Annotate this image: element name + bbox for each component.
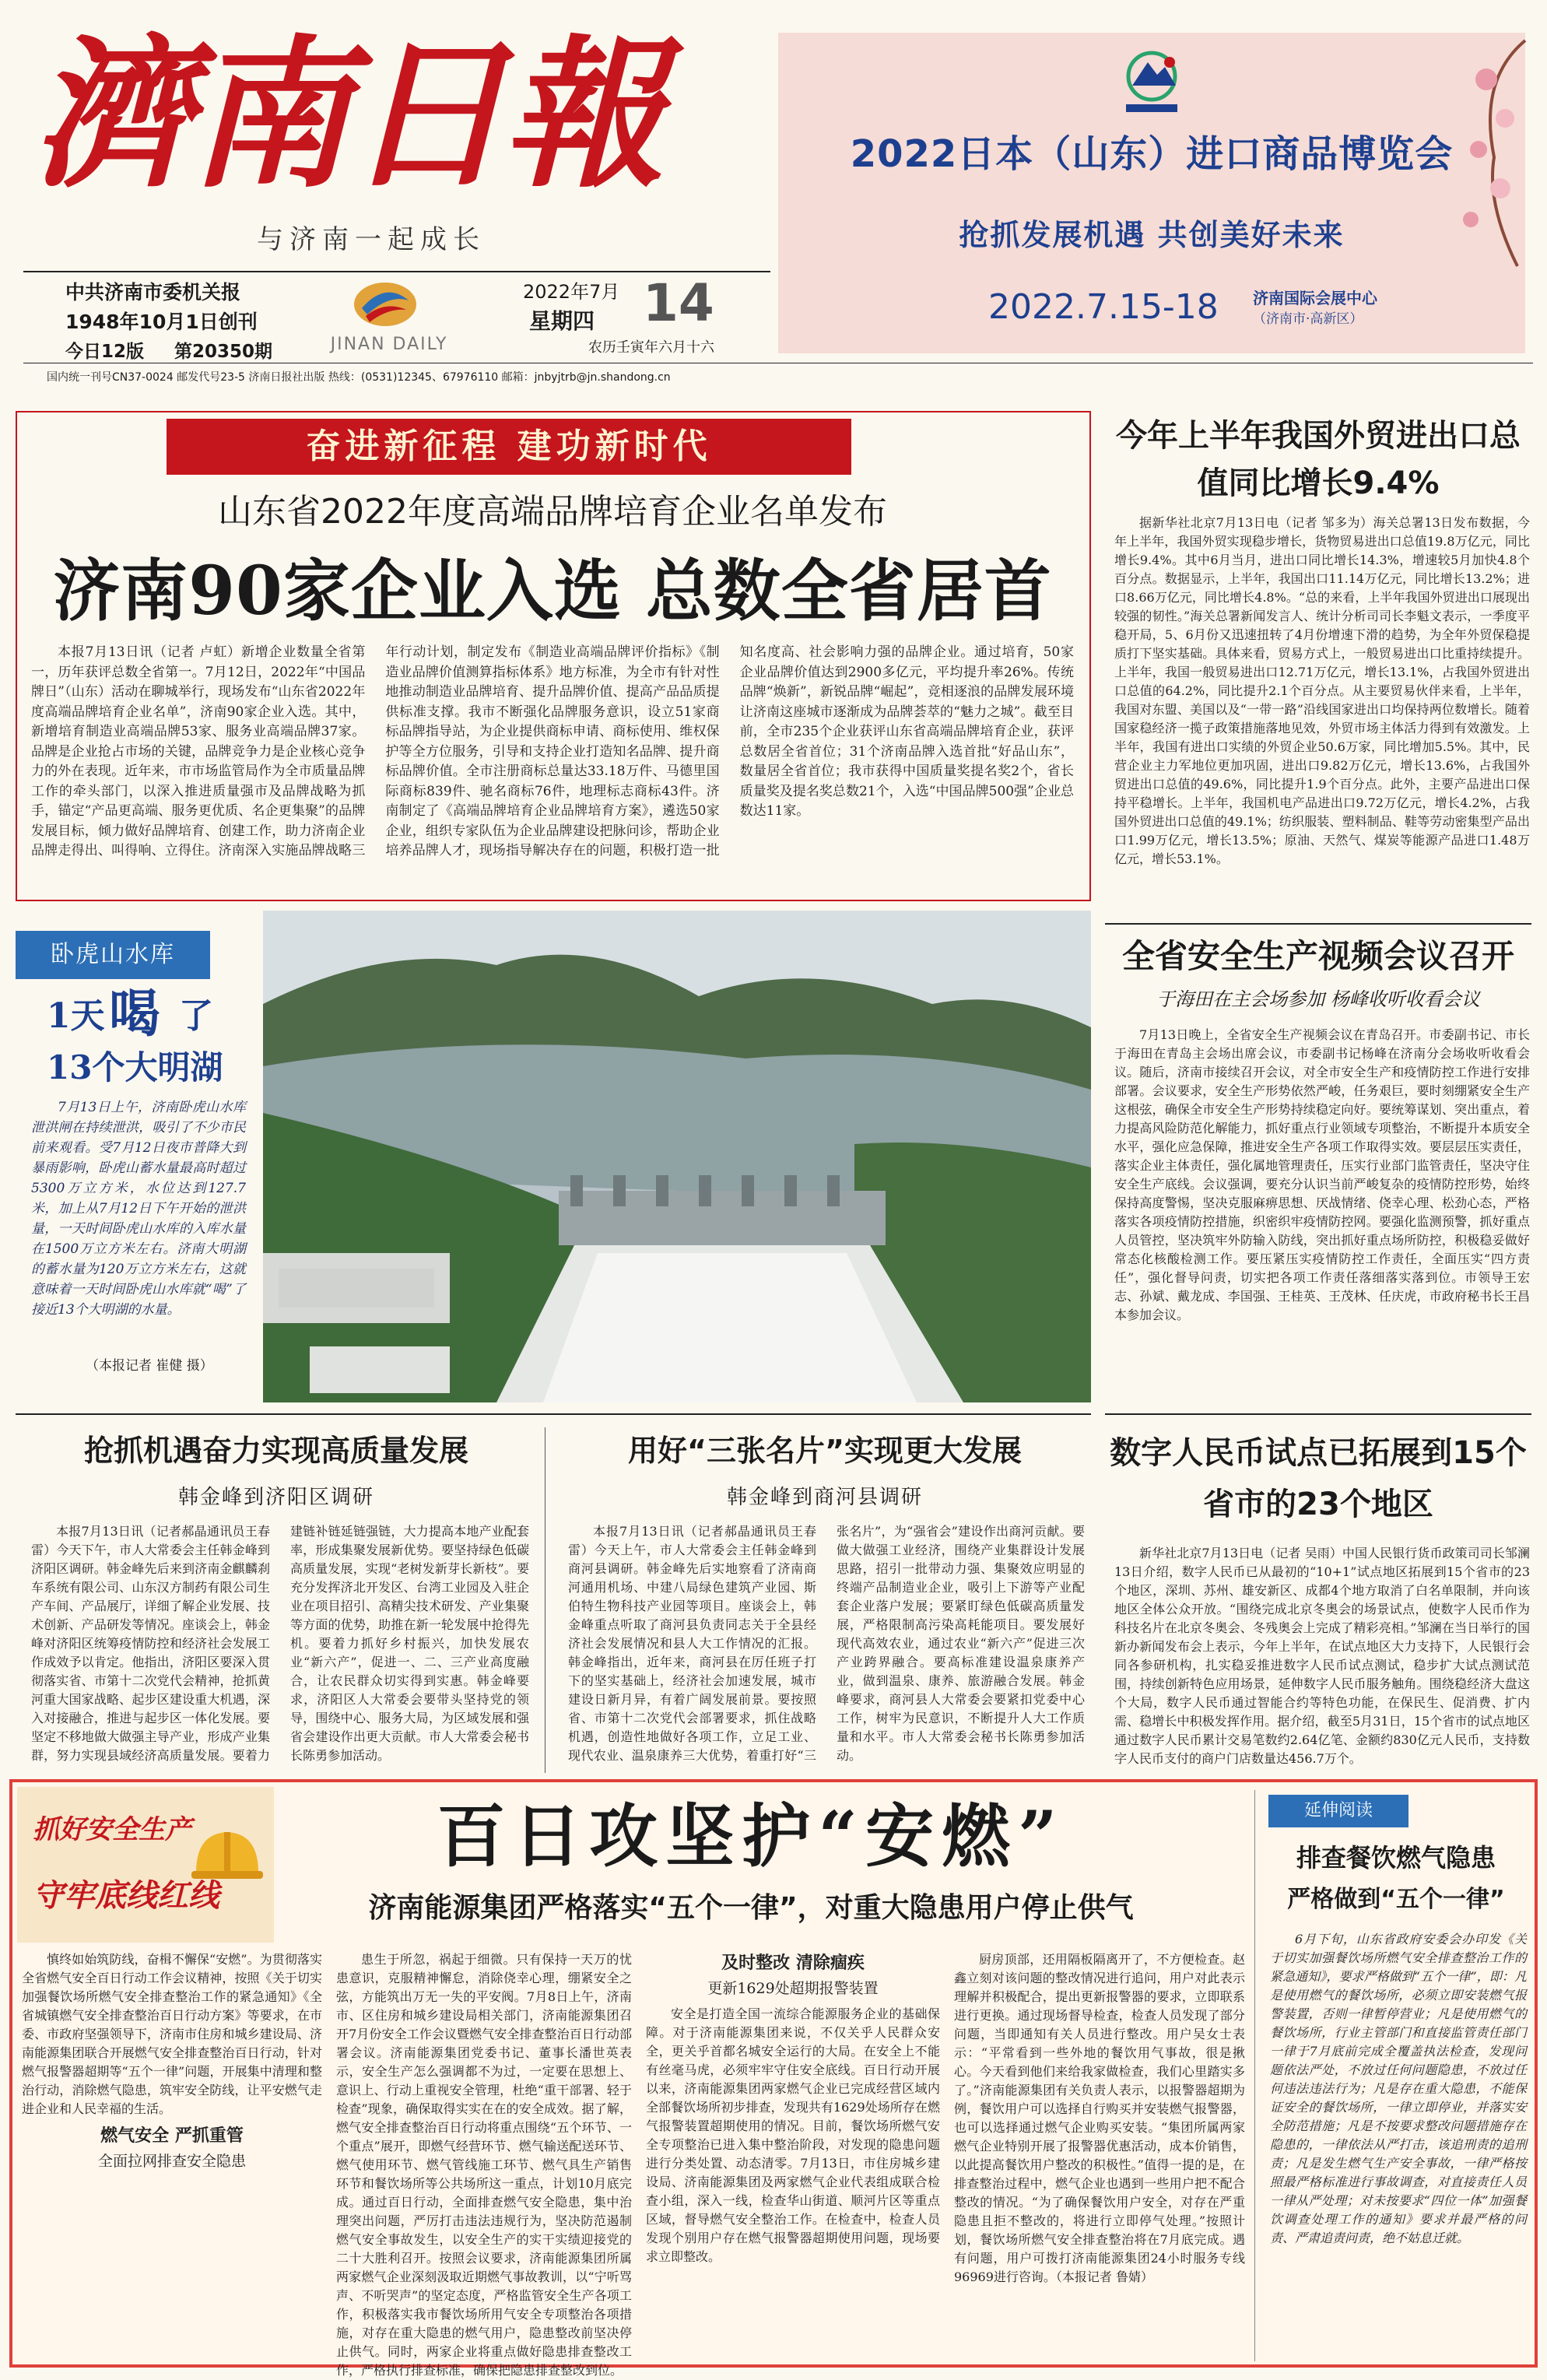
expo-title: 2022日本（山东）进口商品博览会 xyxy=(850,132,1454,176)
trade-headline: 今年上半年我国外贸进出口总值同比增长9.4% xyxy=(1116,418,1521,501)
masthead-slogan: 与济南一起成长 xyxy=(257,224,486,255)
side-headline-1: 排查餐饮燃气隐患 xyxy=(1296,1843,1496,1873)
masthead-lunar: 农历壬寅年六月十六 xyxy=(588,339,714,356)
feature-headline: 百日攻坚护“安燃” xyxy=(437,1796,1065,1876)
newspaper-logo-icon xyxy=(350,277,420,332)
feature-mini-head-2: 及时整改 清除痼疾 xyxy=(721,1953,865,1973)
masthead-footer: 国内统一刊号CN37-0024 邮发代号23-5 济南日报社出版 热线：(0531)12345、67976110 邮箱：jnbyjtrb@jn.shandong.cn xyxy=(47,371,671,384)
expo-venue: 济南国际会展中心 xyxy=(1253,289,1377,307)
lead-banner xyxy=(167,419,851,475)
lead-body: 本报7月13日讯（记者 卢虹）新增企业数量全省第一，历年获评总数全省第一。7月12日，2022年“中国品牌日”（山东）活动在聊城举行，现场发布“山东省2022年度高端品牌培育企业名单”，济南90家企业入选。其中，新增培育制造业高端品牌53家、服务业高端品牌37家。品牌是企业抢占市场的关键，品牌竞争力是企业核心竞争力的外在表现。近年来，市市场监管局作为全市质量品牌工作的牵头部门，以深入推进质量强市及品牌战略为抓手，锚定“产品更高端、服务更优质、名企更集聚”的品牌发展目标，倾力做好品牌培育、创建工作，助力济南企业品牌走得出、叫得响、立得住。济南深入实施品牌战略三年行动计划，制定发布《制造业高端品牌评价指标》《制造业品牌价值测算指标体系》地方标准，为全市有针对性地推动制造业品牌培育、提升品牌价值、提高产品品质提供标准支撑。我市不断强化品牌服务意识，设立51家商标品牌指导站，为企业提供商标申请、商标使用、维权保护等全方位服务，引导和支持企业打造知名品牌、提升商标品牌价值。全市注册商标总量达33.18万件、马德里国际商标839件、驰名商标76件，地理标志商标43件。济南制定了《高端品牌培育企业品牌培育方案》，遴选50家企业，组织专家队伍为企业品牌建设把脉问诊，帮助企业培养品牌人才，现场指导解决存在的问题，积极打造一批知名度高、社会影响力强的品牌企业。通过培育，50家企业品牌价值达到2900多亿元，平均提升率26%。传统品牌“焕新”，新锐品牌“崛起”，竞相逐浪的品牌发展环境让济南这座城市逐渐成为品牌荟萃的“魅力之城”。截至目前，全市235个企业获评山东省高端品牌培育企业，获评总数居全省首位；31个济南品牌入选首批“好品山东”，数量居全省首位；我市获得中国质量奖提名奖2个，省长质量奖及提名奖总数21个，入选“中国品牌500强”企业总数达11家。 xyxy=(31,644,1074,858)
feature-subhead: 济南能源集团严格落实“五个一律”，对重大隐患用户停止供气 xyxy=(368,1892,1134,1924)
reservoir-label: 卧虎山水库 xyxy=(51,941,175,968)
side-body: 6月下旬，山东省政府安委会办印发《关于切实加强餐饮场所燃气安全排查整治工作的紧急通知》，要求严格做到“五个一律”，即：凡是使用燃气的餐饮场所，必须立即安装燃气报警装置，否则一律暂停营业；凡是使用燃气的餐饮场所，行业主管部门和直接监管责任部门一律于7月底前完成全覆盖执法检查，发现问题依法严处，不放过任何问题隐患，不放过任何违法违法行为；凡是存在重大隐患，不能保证安全的餐饮场所，一律立即停业，并落实安全防范措施；凡是不按要求整改问题措施存在隐患的，一律依法从严打击，该追刑责的追刑责；凡是发生燃气生产安全事故，一律严格按照最严格标准进行事故调查，对直接责任人员一律从严处理；对未按要求“四位一体”加强餐饮调查处理工作的通知》要求并最严格的问责、严肃追责问责，绝不姑息迁就。 xyxy=(1270,1932,1527,2245)
masthead-day: 14 xyxy=(643,273,714,333)
expo-dates: 2022.7.15-18 xyxy=(988,287,1219,327)
reservoir-photo xyxy=(263,911,1091,1402)
feature-kicker-2: 守牢底线红线 xyxy=(33,1877,219,1914)
expo-slogan: 抢抓发展机遇 共创美好未来 xyxy=(959,218,1345,252)
lead-kicker: 山东省2022年度高端品牌培育企业名单发布 xyxy=(218,492,887,532)
expo-ad[interactable] xyxy=(778,33,1525,353)
masthead-date-ym: 2022年7月 xyxy=(523,281,620,303)
masthead-org: 中共济南市委机关报 xyxy=(65,281,241,304)
col-b-subhead: 韩金峰到商河县调研 xyxy=(726,1486,923,1509)
expo-logo-icon xyxy=(1109,47,1194,117)
col-a-headline: 抢抓机遇奋力实现高质量发展 xyxy=(83,1434,468,1468)
side-label: 延伸阅读 xyxy=(1303,1801,1373,1820)
rmb-headline: 数字人民币试点已拓展到15个省市的23个地区 xyxy=(1110,1435,1527,1522)
masthead-issue: 第20350期 xyxy=(174,342,273,362)
feature-col-4: 厨房顶部，还用隔板隔离开了，不方便检查。赵鑫立刻对该问题的整改情况进行追问，用户对此表示理解并积极配合，提出更新报警器的要求，立即联系进行更换。通过现场督导检查，检查人员发现了部分问题，当即通知有关人员进行整改。用户吴女士表示：“平常看到一些外地的餐饮用气事故，很是揪心。今天看到他们来给我家做检查，我们心里踏实多了。”济南能源集团有关负责人表示，以报警器超期为例，餐饮用户可以选择自行购买并安装燃气报警器，也可以选择通过燃气企业购买安装。“集团所属两家燃气企业特别开展了报警器优惠活动，成本价销售，以此提高餐饮用户整改的积极性。”值得一提的是，在排查整治过程中，燃气企业也遇到一些用户把不配合整改的情况。“为了确保餐饮用户安全，对存在严重隐患且拒不整改的，将进行立即停气处理。”按照计划，餐饮场所燃气安全排查整治将在7月底完成。遇有问题，用户可拨打济南能源集团24小时服务专线96969进行咨询。（本报记者 鲁婧） xyxy=(954,1952,1245,2284)
feature-kicker-1: 抓好安全生产 xyxy=(33,1814,191,1845)
safety-meeting-headline: 全省安全生产视频会议召开 xyxy=(1121,937,1514,975)
col-a-subhead: 韩金峰到济阳区调研 xyxy=(177,1486,374,1509)
side-label-box xyxy=(1268,1795,1408,1827)
reservoir-headline xyxy=(23,984,241,1093)
col-a-body: 本报7月13日讯（记者郝晶通讯员王春雷）今天下午，市人大常委会主任韩金峰到济阳区调研。韩金峰先后来到济南金麒麟刹车系统有限公司、山东汉方制药有限公司生产车间、产品展厅，详细了解企业发展、技术创新、产品研发等情况。座谈会上，韩金峰对济阳区统筹疫情防控和经济社会发展工作成效予以肯定。他指出，济阳区要深入贯彻落实省、市第十二次党代会精神，抢抓黄河重大国家战略、起步区建设重大机遇，深入对接融合，推进与起步区一体化发展。要坚定不移地做大做强主导产业，形成产业集群，努力实现县域经济高质量发展。要着力建链补链延链强链，大力提高本地产业配套率，形成集聚发展新优势。要坚持绿色低碳高质量发展，实现“老树发新芽长新枝”。要充分发挥济北开发区、台湾工业园及入驻企业在项目招引、高精尖技术研发、产业集聚等方面的优势，助推在新一轮发展中抢得先机。要着力抓好乡村振兴，加快发展农业“新六产”，促进一、二、三产业高度融合，让农民群众切实得到实惠。韩金峰要求，济阳区人大常委会要带头坚持党的领导，围绕中心、服务大局，为区域发展和强省会建设作出更大贡献。市人大常委会秘书长陈勇参加活动。 xyxy=(31,1524,529,1763)
reservoir-caption: 7月13日上午，济南卧虎山水库泄洪闸在持续泄洪，吸引了不少市民前来观看。受7月12日夜市普降大到暴雨影响，卧虎山蓄水量最高时超过5300万立方米，水位达到127.7米，加上从7月12日下午开始的泄洪量，一天时间卧虎山水库的入库水量在1500万立方米左右。济南大明湖的蓄水量为120万立方米左右，这就意味着一天时间卧虎山水库就“喝”了接近13个大明湖的水量。 xyxy=(31,1100,246,1318)
reservoir-label-box xyxy=(16,931,210,979)
lead-headline: 济南90家企业入选 总数全省居首 xyxy=(53,552,1052,630)
reservoir-credit: （本报记者 崔健 摄） xyxy=(86,1358,213,1374)
feature-mini-sub-2: 更新1629处超期报警装置 xyxy=(707,1980,879,1997)
reservoir-hl-3: 了 xyxy=(179,996,213,1036)
feature-col-1: 慎终如始筑防线，奋楫不懈保“安燃”。为贯彻落实全省燃气安全百日行动工作会议精神，按照《关于切实加强餐饮场所燃气安全排查整治工作的紧急通知》《全省城镇燃气安全排查整治百日行动方案》等要求，在市委、市政府坚强领导下，济南市住房和城乡建设局、济南能源集团联合开展燃气安全排查整治百日行动，针对燃气报警器超期等“五个一律”问题，开展集中清理和整治行动，消除燃气隐患，筑牢安全防线，让平安燃气走进企业和人民幸福的生活。 燃气安全 严抓重管 全面拉网排查安全隐患 xyxy=(22,1950,322,2360)
safety-meeting-subhead: 于海田在主会场参加 杨峰收听收看会议 xyxy=(1156,988,1480,1010)
rmb-body: 新华社北京7月13日电（记者 吴雨）中国人民银行货币政策司司长邹澜13日介绍，数字人民币已从最初的“10+1”试点地区拓展到15个省市的23个地区，深圳、苏州、雄安新区、成都4个地方取消了白名单限制，并向该地区全体公众开放。“围绕完成北京冬奥会的场景试点，使数字人民币作为科技名片在北京冬奥会、冬残奥会上完成了精彩亮相。”邹澜在当日举行的国新办新闻发布会上表示，今年上半年，在试点地区大力支持下，人民银行会同各参研机构，扎实稳妥推进数字人民币试点测试，稳步扩大试点测试范围，持续创新特色应用场景，延伸数字人民币服务触角。围绕稳经济大盘这个大局，数字人民币通过智能合约等特色功能，在保民生、促消费、扩内需、稳增长中积极发挥作用。据介绍，截至5月31日，15个省市的试点地区通过数字人民币累计交易笔数约2.64亿笔、金额约830亿元人民币，支持数字人民币支付的商户门店数量达456.7万个。 xyxy=(1114,1546,1530,1766)
masthead-title: 濟南日報 xyxy=(31,20,660,210)
feature-col-3: 及时整改 清除痼疾 更新1629处超期报警装置 安全是打造全国一流综合能源服务企业的基础保障。对于济南能源集团来说，不仅关乎人民群众安全，更关乎首都名城安全运行的大局。在安全上不能有丝毫马虎，必须牢牢守住安全底线。百日行动开展以来，济南能源集团两家燃气企业已完成经营区域内全部餐饮场所初步排查，发现共有1629处场所存在燃气报警装置超期使用的情况。目前，餐饮场所燃气安全专项整治已进入集中整治阶段，对发现的隐患问题进行分类处置、动态清零。7月13日，市住房城乡建设局、济南能源集团及两家燃气企业代表组成联合检查小组，深入一线，检查华山街道、顺河片区等重点区域，督导燃气安全整治工作。在检查中，检查人员发现个别用户存在燃气报警器超期使用问题，现场要求立即整改。 xyxy=(646,1950,940,2360)
lead-banner-text: 奋进新征程 建功新时代 xyxy=(306,427,712,466)
cherry-blossom-icon xyxy=(1401,33,1525,282)
feature-mini-head-1: 燃气安全 严抓重管 xyxy=(100,2126,244,2146)
reservoir-hl-4: 13个大明湖 xyxy=(47,1048,223,1086)
expo-venue-sub: （济南市·高新区） xyxy=(1253,311,1363,327)
feature-mini-sub-1: 全面拉网排查安全隐患 xyxy=(97,2153,246,2170)
feature-kicker-box xyxy=(17,1787,274,1943)
side-headline-2: 严格做到“五个一律” xyxy=(1287,1886,1505,1913)
masthead-logo-text: JINAN DAILY xyxy=(330,335,448,354)
masthead-weekday: 星期四 xyxy=(529,308,595,334)
col-b-body: 本报7月13日讯（记者郝晶通讯员王春雷）今天上午，市人大常委会主任韩金峰到商河县调研。韩金峰先后实地察看了济南商河通用机场、中建八局绿色建筑产业园、斯伯特生物科技产业园等项目。座谈会上，韩金峰重点听取了商河县负责同志关于全县经济社会发展情况和县人大工作情况的汇报。韩金峰指出，近年来，商河县在厉任班子打下的坚实基础上，经济社会加速发展，城市建设日新月异，有着广阔发展前景。要按照省、市第十二次党代会部署要求，抓住战略机遇，创造性地做好各项工作，立足工业、现代农业、温泉康养三大优势，着重打好“三张名片”，为“强省会”建设作出商河贡献。要做大做强工业经济，围绕产业集群设计发展思路，招引一批带动力强、集聚效应明显的终端产品制造业企业，吸引上下游等产业配套企业落户发展；要紧盯绿色低碳高质量发展，严格限制高污染高耗能项目。要发展好现代高效农业，通过农业“新六产”促进三次产业跨界融合。要高标准建设温泉康养产业，做到温泉、康养、旅游融合发展。韩金峰要求，商河县人大常委会要紧扣党委中心工作，树牢为民意识，不断提升人大工作质量和水平。市人大常委会秘书长陈勇参加活动。 xyxy=(568,1524,1085,1763)
masthead-pages: 今日12版 xyxy=(65,342,145,362)
feature-col-2: 患生于所忽，祸起于细微。只有保持一天万的忧患意识，克服精神懈怠，消除侥幸心理，绷紧安全之弦，方能筑出万无一失的平安阀。7月8日上午，济南市、区住房和城乡建设局相关部门，济南能源集团召开7月份安全工作会议暨燃气安全排查整治百日行动部署会议。济南能源集团党委书记、董事长潘世英表示，安全生产怎么强调都不为过，一定要在思想上、意识上、行动上重视安全管理，杜绝“重干部署、轻于检查”现象，确保取得实实在在的安全成效。据了解，燃气安全排查整治百日行动将重点围绕“五个环节、一个重点”展开，即燃气经营环节、燃气输送配送环节、燃气使用环节、燃气管线施工环节、燃气具生产销售环节和餐饮场所等公共场所这一重点，计划10月底完成。通过百日行动，全面排查燃气安全隐患，集中治理突出问题，严厉打击违法违规行为，坚决防范遏制燃气安全事故发生，以安全生产的实干实绩迎接党的二十大胜利召开。按照会议要求，济南能源集团所属两家燃气企业深刻汲取近期燃气事故教训，以“宁听骂声、不听哭声”的坚定态度，严格监管安全生产各项工作，积极落实我市餐饮场所用气安全专项整治各项措施，对存在重大隐患的燃气用户，隐患整改前坚决停止供气。同时，两家企业将重点做好隐患排查整改工作，严格执行排查标准，确保把隐患排查整改到位。 xyxy=(336,1952,632,2378)
masthead xyxy=(0,0,778,397)
trade-body: 据新华社北京7月13日电（记者 邹多为）海关总署13日发布数据，今年上半年，我国外贸实现稳步增长，货物贸易进出口总值19.8万亿元，同比增长9.4%。其中6月当月，进出口同比增长14.3%，增速较5月加快4.8个百分点。数据显示，上半年，我国出口11.14万亿元，同比增长13.2%；进口8.66万亿元，同比增长4.8%。“总的来看，上半年我国外贸进出口展现出较强的韧性。”海关总署新闻发言人、统计分析司司长李魁文表示，一季度平稳开局，5、6月份又迅速扭转了4月份增速下滑的趋势，为全年外贸保稳提质打下坚实基础。具体来看，贸易方式上，一般贸易进出口比重持续提升。上半年，我国一般贸易进出口12.71万亿元，增长13.1%，占我国外贸进出口总值的64.2%，同比提升2.1个百分点。从主要贸易伙伴来看，上半年，我国对东盟、美国以及“一带一路”沿线国家进出口均保持两位数增长。随着国家稳经济一揽子政策措施落地见效，外贸市场主体活力得到有效激发。上半年，我国有进出口实绩的外贸企业50.6万家，同比增加5.5%。其中，民营企业主力军地位更加巩固，进出口9.82万亿元，增长13.6%，占我国外贸进出口总值的49.6%，同比提升1.9个百分点。此外，主要产品进出口保持平稳增长。上半年，我国机电产品进出口9.72万亿元，增长4.2%，占我国外贸进出口总值的49.1%；纺织服装、塑料制品、鞋等劳动密集型产品出口1.99万亿元，增长13.5%；原油、天然气、煤炭等能源产品进口1.48万亿元，增长53.1%。 xyxy=(1114,515,1530,866)
reservoir-hl-1: 1天 xyxy=(47,996,105,1036)
reservoir-hl-2: 喝 xyxy=(109,983,160,1044)
masthead-founded: 1948年10月1日创刊 xyxy=(65,311,258,333)
col-b-headline: 用好“三张名片”实现更大发展 xyxy=(628,1434,1022,1468)
safety-meeting-body: 7月13日晚上，全省安全生产视频会议在青岛召开。市委副书记、市长于海田在青岛主会场出席会议，市委副书记杨峰在济南分会场收听收看会议。随后，济南市接续召开会议，对全市安全生产和疫情防控工作进行安排部署。会议要求，安全生产形势依然严峻，任务艰巨，要时刻绷紧安全生产这根弦，确保全市安全生产形势持续稳定向好。要统筹谋划、突出重点，着力提高风险防范化解能力，抓好重点行业领域专项整治，不断提升本质安全水平，强化应急保障，推进安全生产各项工作取得实效。要层层压实责任，落实企业主体责任，强化属地管理责任，压实行业部门监管责任，坚决守住安全生产底线。会议强调，要充分认识当前严峻复杂的疫情防控形势，始终保持高度警惕，坚决克服麻痹思想、厌战情绪、侥幸心理、松劲心态，严格落实各项疫情防控措施，织密织牢疫情防控网。要强化监测预警，抓好重点人员管控，坚决筑牢外防输入防线，突出抓好重点场所防控，积极稳妥做好常态化核酸检测工作。要压紧压实疫情防控工作责任，全面压实“四方责任”，强化督导问责，切实把各项工作责任落细落实落到位。市领导王宏志、孙斌、戴龙成、李国强、王桂英、王茂林、任庆虎，市政府秘书长王昌本参加会议。 xyxy=(1114,1027,1530,1322)
